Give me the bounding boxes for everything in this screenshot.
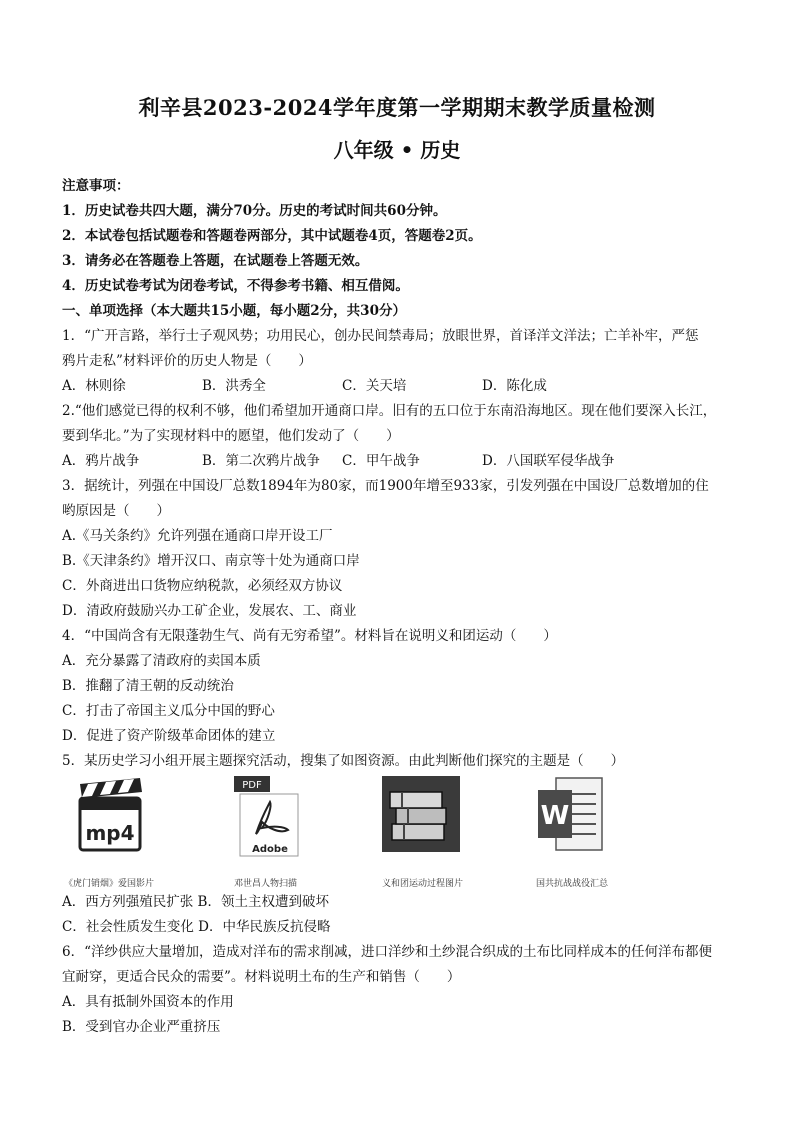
option-a: A．林则徐 [62,378,126,394]
question-2-options [62,449,742,474]
image-caption: 义和团运动过程图片 [382,879,464,889]
svg-text:W: W [540,801,570,831]
question-3-stem-cont: 哟原因是（ ） [62,503,170,519]
option-d: D．清政府鼓励兴办工矿企业，发展农、工、商业 [62,603,357,619]
question-5-images [62,776,742,890]
svg-text:PDF: PDF [242,780,262,791]
pdf-adobe-icon [232,776,312,867]
word-document-icon [536,776,606,863]
mp4-video-icon [78,776,158,863]
option-b: B．第二次鸦片战争 [202,453,320,469]
option-a: A．鸦片战争 [62,453,140,469]
option-b: B．洪秀全 [202,378,266,394]
notes-heading: 注意事项： [62,178,130,194]
option-c: C．甲午战争 [342,453,420,469]
question-5-stem: 5．某历史学习小组开展主题探究活动，搜集了如图资源。由此判断他们探究的主题是（ ） [62,753,625,769]
exam-subtitle: 八年级 • 历史 [333,138,461,162]
option-b: B.《天津条约》增开汉口、南京等十处为通商口岸 [62,553,360,569]
note-item: 1．历史试卷共四大题，满分70分。历史的考试时间共60分钟。 [62,203,447,219]
svg-text:Adobe: Adobe [252,844,288,855]
image-caption: 《虎门销烟》爱国影片 [64,879,155,889]
question-3-stem: 3．据统计，列强在中国设厂总数1894年为80家，而1900年增至933家，引发列强在中国设厂总数增加的住 [62,478,709,494]
image-caption: 国共抗战战役汇总 [536,879,609,889]
question-1-options [62,374,742,399]
svg-text:mp4: mp4 [85,821,135,845]
note-item: 4．历史试卷考试为闭卷考试，不得参考书籍、相互借阅。 [62,278,409,294]
question-6-stem: 6．“洋纱供应大量增加，造成对洋布的需求削减，进口洋纱和土纱混合织成的土布比同样成本的任何洋布都便 [62,944,712,960]
section-heading: 一、单项选择（本大题共15小题，每小题2分，共30分） [62,303,406,319]
option-d: D．促进了资产阶级革命团体的建立 [62,728,276,744]
option-d: D．八国联军侵华战争 [482,453,615,469]
note-item: 2．本试卷包括试题卷和答题卷两部分，其中试题卷4页，答题卷2页。 [62,228,482,244]
option-b: B．受到官办企业严重挤压 [62,1019,221,1035]
question-2-stem: 2.“他们感觉已得的权利不够，他们希望加开通商口岸。旧有的五口位于东南沿海地区。现在他们要深入长江， [62,403,717,419]
option-b: B．推翻了清王朝的反动统治 [62,678,234,694]
option-c: C．打击了帝国主义瓜分中国的野心 [62,703,275,719]
option-d: D．陈化成 [482,378,547,394]
option-a: A．充分暴露了清政府的卖国本质 [62,653,261,669]
question-6-stem-cont: 宜耐穿，更适合民众的需要”。材料说明土布的生产和销售（ ） [62,969,461,985]
archive-books-icon [382,776,462,863]
option-a: A．具有抵制外国资本的作用 [62,994,234,1010]
option-c: C．外商进出口货物应纳税款，必须经双方协议 [62,578,343,594]
question-1-stem: 1．“广开言路，举行士子观风势；功用民心，创办民间禁毒局；放眼世界，首译洋文洋法；亡羊补牢，严惩 [62,328,699,344]
option-a: A.《马关条约》允许列强在通商口岸开设工厂 [62,528,333,544]
option-a-b: A．西方列强殖民扩张 B．领土主权遭到破坏 [62,894,329,910]
exam-title: 利辛县2023-2024学年度第一学期期末教学质量检测 [138,95,656,120]
option-c-d: C．社会性质发生变化 D．中华民族反抗侵略 [62,919,331,935]
image-caption: 邓世昌人物扫描 [234,879,298,889]
note-item: 3．请务必在答题卷上答题，在试题卷上答题无效。 [62,253,369,269]
option-c: C．关天培 [342,378,407,394]
question-1-stem-cont: 鸦片走私”材料评价的历史人物是（ ） [62,353,312,369]
question-4-stem: 4．“中国尚含有无限蓬勃生气、尚有无穷希望”。材料旨在说明义和团运动（ ） [62,628,557,644]
exam-content [62,174,742,1040]
question-2-stem-cont: 要到华北。”为了实现材料中的愿望，他们发动了（ ） [62,428,400,444]
